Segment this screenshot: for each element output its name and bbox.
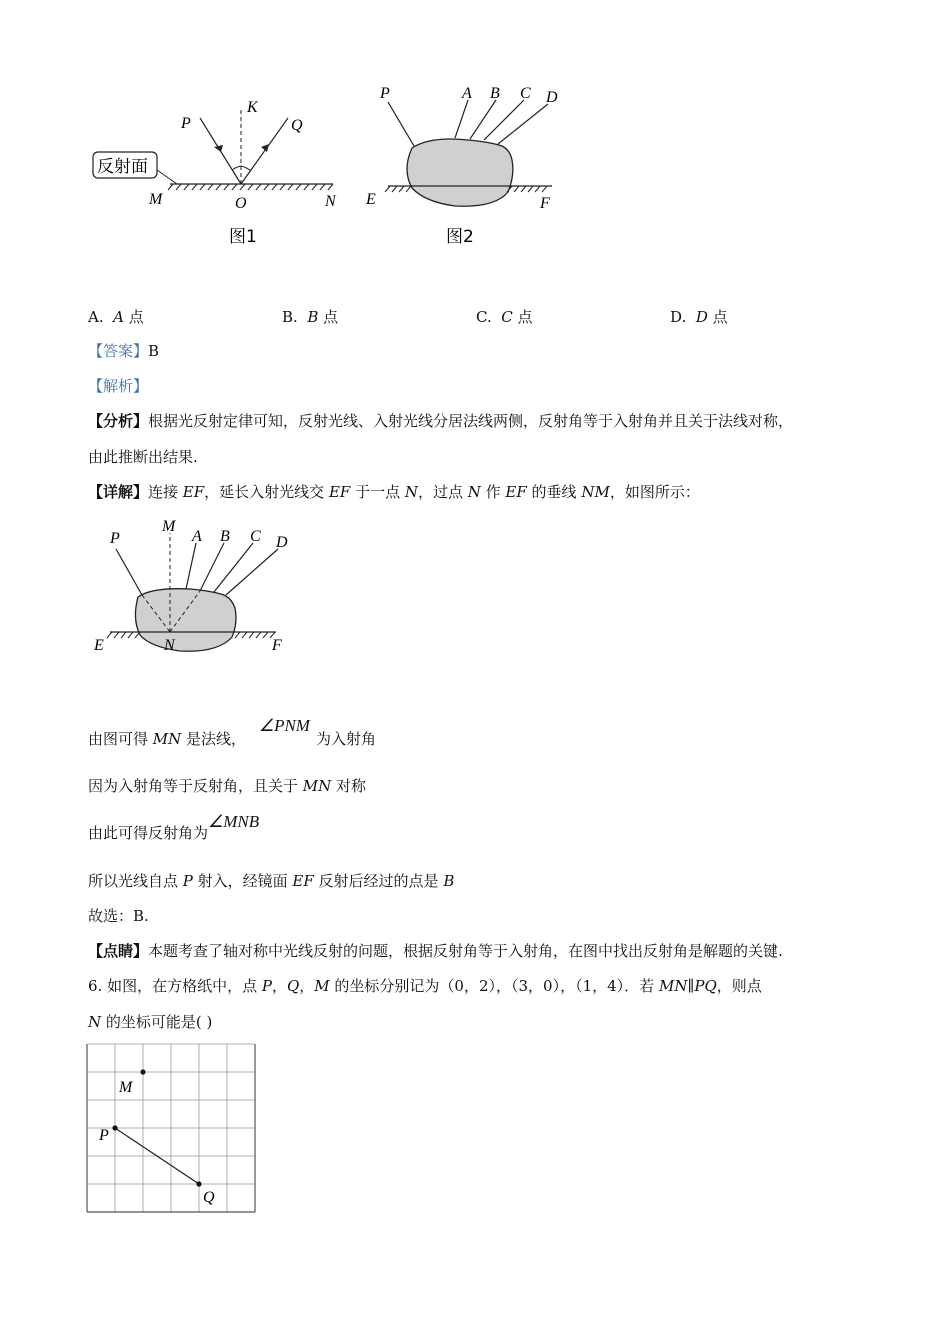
incident-arrow — [214, 145, 223, 152]
analysis-line-2: 由此推断出结果. — [88, 448, 198, 466]
step-text: 射入，经镜面 — [192, 872, 293, 890]
q6-text: ，则点 — [716, 977, 762, 995]
figure-2 — [360, 80, 580, 250]
option-suffix: 点 — [128, 308, 144, 326]
point-n: N — [404, 483, 418, 501]
option-c[interactable] — [476, 306, 533, 327]
box-label: 反射面 — [97, 157, 148, 177]
label-b: B — [220, 528, 230, 545]
option-b[interactable] — [282, 306, 338, 327]
analysis-tag: 【分析】 — [88, 412, 149, 430]
q6-text: ， — [271, 977, 287, 995]
detail-text: 作 — [480, 483, 506, 501]
option-point: B — [307, 308, 319, 326]
segment-ef: EF — [182, 483, 205, 501]
option-letter: A. — [88, 308, 104, 326]
step-2 — [88, 776, 366, 796]
point-p: P — [261, 977, 272, 995]
option-suffix: 点 — [712, 308, 728, 326]
rock-shape — [407, 139, 513, 206]
step-text: 为入射角 — [315, 730, 376, 748]
angle-mnb: ∠MNB — [208, 812, 260, 831]
parallel-symbol: ∥ — [687, 977, 695, 995]
step-text: 对称 — [331, 777, 367, 795]
question6-line-1 — [88, 976, 762, 996]
step-3 — [88, 812, 260, 843]
comment-tag: 【点睛】 — [88, 942, 149, 960]
detail-line — [88, 482, 700, 502]
segment-mn: MN — [152, 730, 182, 748]
segment-pq: PQ — [694, 977, 717, 995]
label-a: A — [462, 85, 472, 102]
option-suffix: 点 — [517, 308, 533, 326]
angle-arc-left — [232, 166, 241, 170]
point-m: M — [314, 977, 330, 995]
label-m: M — [149, 191, 163, 208]
ray-a — [186, 543, 196, 589]
step-text: 是法线， — [181, 730, 247, 748]
question6-line-2 — [88, 1012, 212, 1032]
point-p-dot — [112, 1125, 117, 1130]
label-q: Q — [203, 1189, 215, 1206]
grid-lines — [87, 1044, 255, 1212]
label-d: D — [546, 89, 558, 106]
label-f: F — [540, 195, 550, 212]
ray-a — [455, 100, 468, 138]
option-letter: D. — [670, 308, 687, 326]
analysis-tag: 【解析】 — [88, 377, 149, 395]
segment-ef: EF — [328, 483, 351, 501]
ray-p — [388, 102, 414, 146]
label-b: B — [490, 85, 500, 102]
step-5: 故选：B. — [88, 907, 149, 925]
option-d[interactable] — [670, 306, 728, 327]
label-o: O — [235, 195, 247, 212]
ray-d — [226, 549, 278, 595]
label-p: P — [99, 1127, 109, 1144]
answer-line — [88, 341, 159, 361]
point-q: Q — [286, 977, 300, 995]
detail-text: ，如图所示： — [609, 483, 700, 501]
step-text: 由图可得 — [88, 730, 153, 748]
q6-text: 的坐标分别记为（0，2），（3，0），（1，4）．若 — [329, 977, 659, 995]
reflected-ray — [241, 118, 288, 184]
segment-ef: EF — [505, 483, 527, 501]
step-text: 因为入射角等于反射角，且关于 — [88, 777, 303, 795]
label-d: D — [276, 534, 288, 551]
ray-p — [116, 549, 142, 595]
point-p: P — [182, 872, 193, 890]
detail-text: 于一点 — [350, 483, 405, 501]
label-n: N — [325, 193, 336, 210]
q6-text: ， — [299, 977, 315, 995]
q6-text: 的坐标可能是( ) — [101, 1013, 213, 1031]
label-p: P — [110, 530, 120, 547]
segment-mn: MN — [302, 777, 332, 795]
label-c: C — [250, 528, 261, 545]
point-n: N — [467, 483, 481, 501]
label-a: A — [192, 528, 202, 545]
option-a[interactable] — [88, 306, 144, 327]
label-m: M — [162, 518, 176, 535]
label-k: K — [247, 99, 258, 116]
step-text: 由此可得反射角为 — [88, 824, 209, 842]
label-f: F — [272, 637, 282, 654]
segment-nm: NM — [581, 483, 610, 501]
label-p: P — [380, 85, 390, 102]
answer-tag: 【答案】 — [88, 342, 149, 360]
label-n: N — [164, 637, 175, 654]
label-e: E — [94, 637, 104, 654]
comment-text: 本题考查了轴对称中光线反射的问题，根据反射角等于入射角，在图中找出反射角是解题的关键. — [148, 942, 783, 960]
point-n: N — [88, 1013, 102, 1031]
ray-d — [498, 104, 548, 144]
rock-shape — [135, 589, 236, 652]
option-point: D — [695, 308, 708, 326]
angle-pnm: ∠PNM — [258, 716, 310, 735]
box-pointer — [157, 170, 177, 184]
point-q-dot — [196, 1181, 201, 1186]
detail-tag: 【详解】 — [88, 483, 149, 501]
analysis-text-1: 根据光反射定律可知，反射光线、入射光线分居法线两侧，反射角等于入射角并且关于法线对称， — [148, 412, 794, 430]
angle-arc-right — [241, 166, 251, 171]
option-point: C — [501, 308, 513, 326]
option-suffix: 点 — [323, 308, 339, 326]
grid-figure — [86, 1043, 261, 1218]
ray-c — [484, 100, 524, 140]
answer-value: B — [148, 342, 160, 360]
detail-text: 连接 — [148, 483, 183, 501]
detail-text: 的垂线 — [526, 483, 582, 501]
segment-ef: EF — [292, 872, 314, 890]
point-m-dot — [140, 1069, 145, 1074]
comment-line — [88, 941, 783, 961]
segment-mn: MN — [658, 977, 688, 995]
step-text: 反射后经过的点是 — [313, 872, 444, 890]
detail-text: ，过点 — [417, 483, 468, 501]
detail-text: ，延长入射光线交 — [204, 483, 329, 501]
option-letter: B. — [282, 308, 298, 326]
label-q: Q — [291, 117, 303, 134]
option-letter: C. — [476, 308, 492, 326]
ray-b — [470, 100, 496, 139]
figure2-caption: 图2 — [446, 227, 474, 247]
step-4 — [88, 871, 454, 891]
label-m: M — [119, 1079, 133, 1096]
point-b: B — [443, 872, 455, 890]
step-text: 所以光线自点 — [88, 872, 183, 890]
figure1-caption: 图1 — [229, 227, 257, 247]
q6-text: 6. 如图，在方格纸中，点 — [88, 977, 262, 995]
label-e: E — [366, 191, 376, 208]
step-1 — [88, 716, 376, 749]
label-c: C — [520, 85, 531, 102]
option-point: A — [113, 308, 124, 326]
analysis-line-1 — [88, 411, 793, 431]
figure-1 — [85, 90, 345, 260]
label-p: P — [181, 115, 191, 132]
mirror-hatching — [168, 184, 333, 190]
figure-3 — [90, 515, 310, 665]
